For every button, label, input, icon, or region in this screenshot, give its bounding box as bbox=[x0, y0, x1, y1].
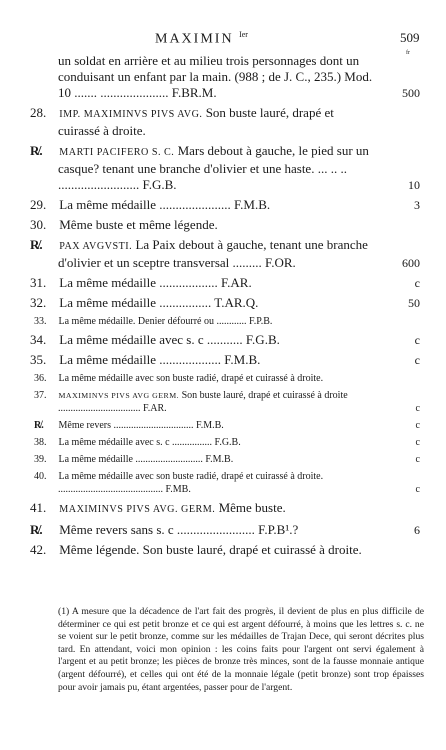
catalogue-entry: 37. MAXIMINVS PIVS AVG GERM. Son buste lauré, drapé et cuirassé à droite ................................. F.AR. c bbox=[34, 390, 420, 414]
entry-value: 500 bbox=[402, 86, 420, 100]
entry-value: c bbox=[415, 484, 420, 495]
entry-value: 6 bbox=[414, 523, 420, 537]
catalogue-entry: 32. La même médaille ................ T.AR.Q. 50 bbox=[30, 295, 420, 310]
catalogue-entry: 36. La même médaille avec son buste radié, drapé et cuirassé à droite. bbox=[34, 373, 324, 384]
entry-number: 37. bbox=[34, 390, 47, 401]
entry-value: c bbox=[415, 437, 420, 448]
entry-number: 36. bbox=[34, 373, 47, 384]
entry-value: 3 bbox=[414, 198, 420, 212]
reverse-entry: R̸. PAX AVGVSTI. La Paix debout à gauche, tenant une branche d'olivier et un sceptre transversal ......... F.OR. 600 bbox=[30, 237, 420, 270]
entry-number: 35. bbox=[30, 352, 47, 367]
entry-value: 10 bbox=[408, 178, 420, 192]
entry-number: 41. bbox=[30, 500, 47, 515]
reverse-entry: R̸. Même revers ................................ F.M.B. c bbox=[34, 420, 420, 431]
reverse-entry: R̸. MARTI PACIFERO S. C. Mars debout à gauche, le pied sur un casque? tenant une branche d'olivier et une haste. ... .. .. ......................... F.G.B. 10 bbox=[30, 143, 420, 192]
footnote-mark: (1) bbox=[58, 606, 70, 617]
signature-mark: fr bbox=[406, 50, 410, 56]
coin-legend: MAXIMINVS PIVS AVG. GERM. bbox=[59, 504, 216, 515]
catalogue-entry: 38. La même médaille avec s. c ................ F.G.B. c bbox=[34, 437, 420, 448]
entry-number: 32. bbox=[30, 295, 47, 310]
catalogue-entry: 29. La même médaille ...................... F.M.B. 3 bbox=[30, 197, 420, 212]
catalogue-entry: un soldat en arrière et au milieu trois personnages dont un conduisant un enfant par la main. (988 ; de J. C., 235.) Mod. 10 ....... ..................... F.BR.M. 500 bbox=[58, 53, 420, 100]
running-title: MAXIMIN $^{Ier}$ bbox=[155, 30, 248, 47]
entry-value: c bbox=[415, 403, 420, 414]
entry-number: 34. bbox=[30, 332, 47, 347]
catalogue-entry: 35. La même médaille ................... F.M.B. c bbox=[30, 352, 420, 367]
reverse-mark: R̸. bbox=[30, 522, 43, 537]
reverse-mark: R̸. bbox=[30, 237, 43, 252]
footnote-text: A mesure que la décadence de l'art fait des progrès, il devient de plus en plus difficile de déterminer ce qui est petit bronze et ce qui est argent défourré, à moins que les lettres s. c. ne se voient sur le petit bronze, comme sur les médailles de Trajan Dece, qui seront décrites plus tard. En attendant, voici mon opinion : les coins faits pour l'argent ont servi également à l'argent et au petit bronze; les pièces de bronze très minces, sont de la fausse monnaie antique (argent défourré), et celles qui ont été de la monnaie légale (petit bronze) sont trop épaisses pour avoir jamais pu, étant argentées, passer pour de l'argent. bbox=[58, 606, 424, 693]
entry-value: c bbox=[414, 276, 420, 290]
entry-number: 33. bbox=[34, 316, 47, 327]
coin-catalogue bbox=[30, 53, 420, 562]
entry-value: c bbox=[414, 333, 420, 347]
reverse-mark: R̸. bbox=[30, 143, 43, 158]
entry-number: 40. bbox=[34, 471, 47, 482]
catalogue-entry: 33. La même médaille. Denier défourré ou ............ F.P.B. bbox=[34, 316, 273, 327]
entry-number: 31. bbox=[30, 275, 47, 290]
catalogue-entry: 40. La même médaille avec son buste radié, drapé et cuirassé à droite. .......................................... F.MB. c bbox=[34, 471, 420, 495]
running-header bbox=[0, 30, 446, 56]
coin-legend: MAXIMINVS PIVS AVG GERM. bbox=[58, 391, 180, 400]
entry-number: 29. bbox=[30, 197, 47, 212]
catalogue-entry: 34. La même médaille avec s. c ........... F.G.B. c bbox=[30, 332, 420, 347]
catalogue-entry: 39. La même médaille ........................... F.M.B. c bbox=[34, 454, 420, 465]
reverse-entry: R̸. Même revers sans s. c ........................ F.P.B¹.? 6 bbox=[30, 522, 420, 537]
entry-value: c bbox=[414, 353, 420, 367]
coin-legend: PAX AVGVSTI. bbox=[59, 241, 133, 252]
catalogue-entry: 41. MAXIMINVS PIVS AVG. GERM. Même buste. bbox=[30, 500, 286, 515]
entry-value: 600 bbox=[402, 256, 420, 270]
page-number: 509 bbox=[400, 30, 420, 45]
entry-number: 39. bbox=[34, 454, 47, 465]
entry-value: 50 bbox=[408, 296, 420, 310]
entry-number: 30. bbox=[30, 217, 47, 232]
entry-number: 38. bbox=[34, 437, 47, 448]
coin-legend: IMP. MAXIMINVS PIVS AVG. bbox=[59, 109, 203, 120]
reverse-mark: R̸. bbox=[34, 420, 44, 431]
catalogue-entry: 42. Même légende. Son buste lauré, drapé et cuirassé à droite. bbox=[30, 542, 362, 557]
footnote bbox=[58, 606, 424, 694]
entry-value: c bbox=[415, 454, 420, 465]
catalogue-entry: 30. Même buste et même légende. bbox=[30, 217, 218, 232]
catalogue-entry: 31. La même médaille .................. F.AR. c bbox=[30, 275, 420, 290]
entry-number: 42. bbox=[30, 542, 47, 557]
coin-legend: MARTI PACIFERO S. C. bbox=[59, 147, 175, 158]
catalogue-entry: 28. IMP. MAXIMINVS PIVS AVG. Son buste lauré, drapé et cuirassé à droite. bbox=[30, 105, 334, 138]
entry-value: c bbox=[415, 420, 420, 431]
entry-number: 28. bbox=[30, 105, 47, 120]
